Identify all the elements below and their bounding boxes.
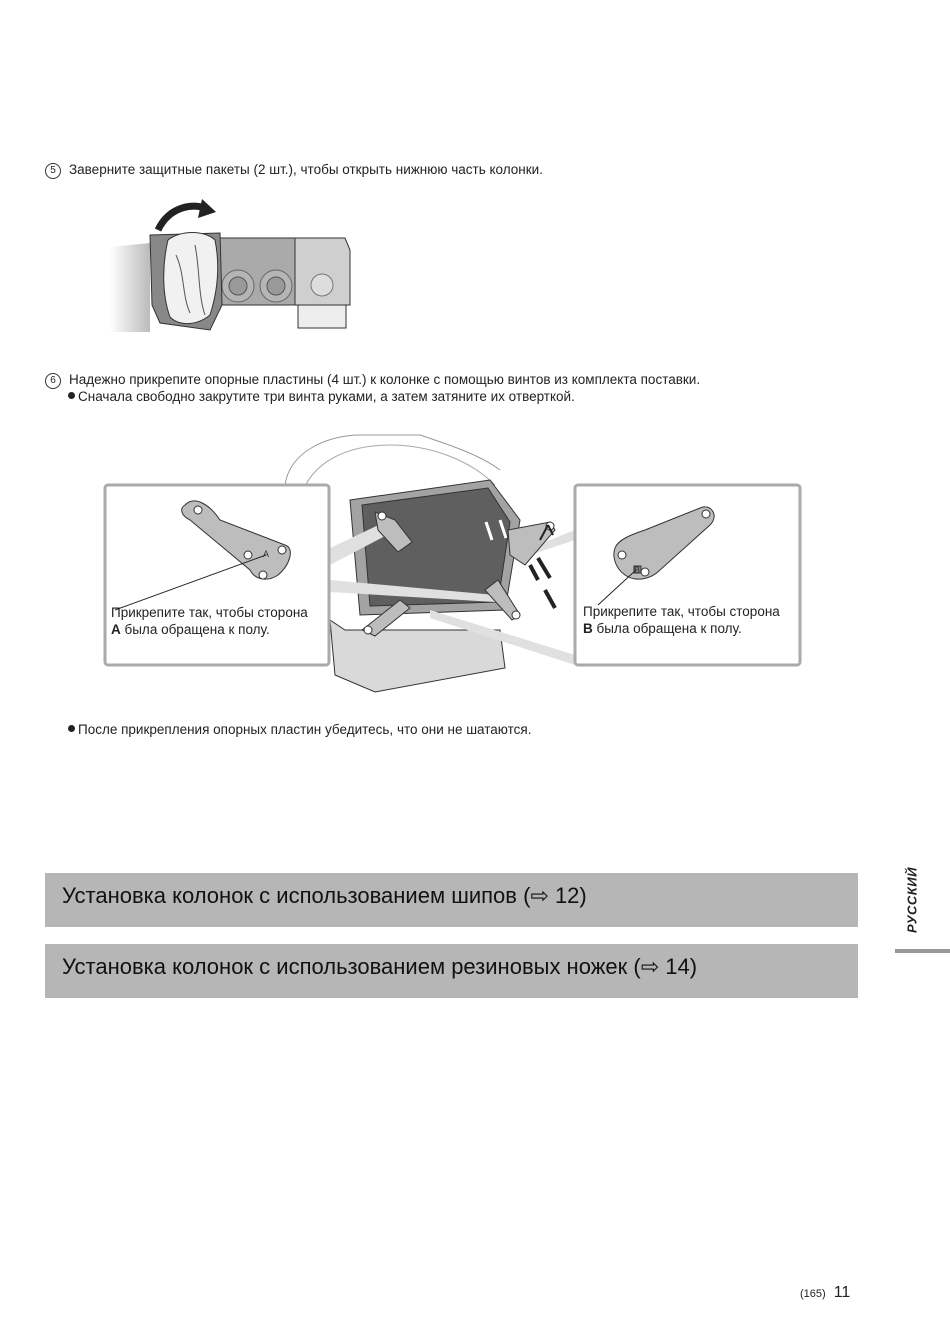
- step-number: 6: [45, 373, 61, 389]
- total-page-number: (165): [800, 1288, 826, 1300]
- step-6-bullet-text: Сначала свободно закрутите три винта руками, а затем затяните их отверткой.: [78, 389, 575, 404]
- callout-right-line1: Прикрепите так, чтобы сторона: [583, 604, 780, 619]
- after-note: [68, 721, 531, 738]
- step-6: [45, 371, 700, 389]
- callout-left-side: A: [111, 622, 121, 637]
- callout-left-line1: Прикрепите так, чтобы сторона: [111, 605, 308, 620]
- language-tab-line: [895, 949, 950, 953]
- page-footer: [800, 1284, 850, 1302]
- callout-left-text: [111, 604, 326, 638]
- step-6-text: Надежно прикрепите опорные пластины (4 шт.) к колонке с помощью винтов из комплекта поставки.: [69, 372, 701, 387]
- wrap-bag-illustration: [110, 195, 360, 340]
- step-5-text: Заверните защитные пакеты (2 шт.), чтобы открыть нижнюю часть колонки.: [69, 162, 543, 177]
- step-6-bullet: [68, 388, 575, 405]
- plate-mark-a: A: [263, 549, 270, 559]
- step-5: [45, 161, 543, 179]
- callout-right-side: B: [583, 621, 593, 636]
- page-number: 11: [833, 1284, 851, 1301]
- bullet-icon: [68, 725, 75, 732]
- callout-left-line2: была обращена к полу.: [120, 622, 270, 637]
- callout-right-line2: была обращена к полу.: [592, 621, 742, 636]
- bullet-icon: [68, 392, 75, 399]
- language-tab: РУССКИЙ: [904, 867, 920, 933]
- section-bar-spikes: Установка колонок с использованием шипов (⇨ 12): [45, 873, 858, 927]
- attach-plates-illustration: [100, 430, 805, 695]
- after-note-text: После прикрепления опорных пластин убедитесь, что они не шатаются.: [78, 722, 532, 737]
- callout-right-text: [583, 603, 798, 637]
- plate-mark-b: B: [634, 565, 641, 575]
- section-bar-rubber-feet: Установка колонок с использованием резиновых ножек (⇨ 14): [45, 944, 858, 998]
- step-number: 5: [45, 163, 61, 179]
